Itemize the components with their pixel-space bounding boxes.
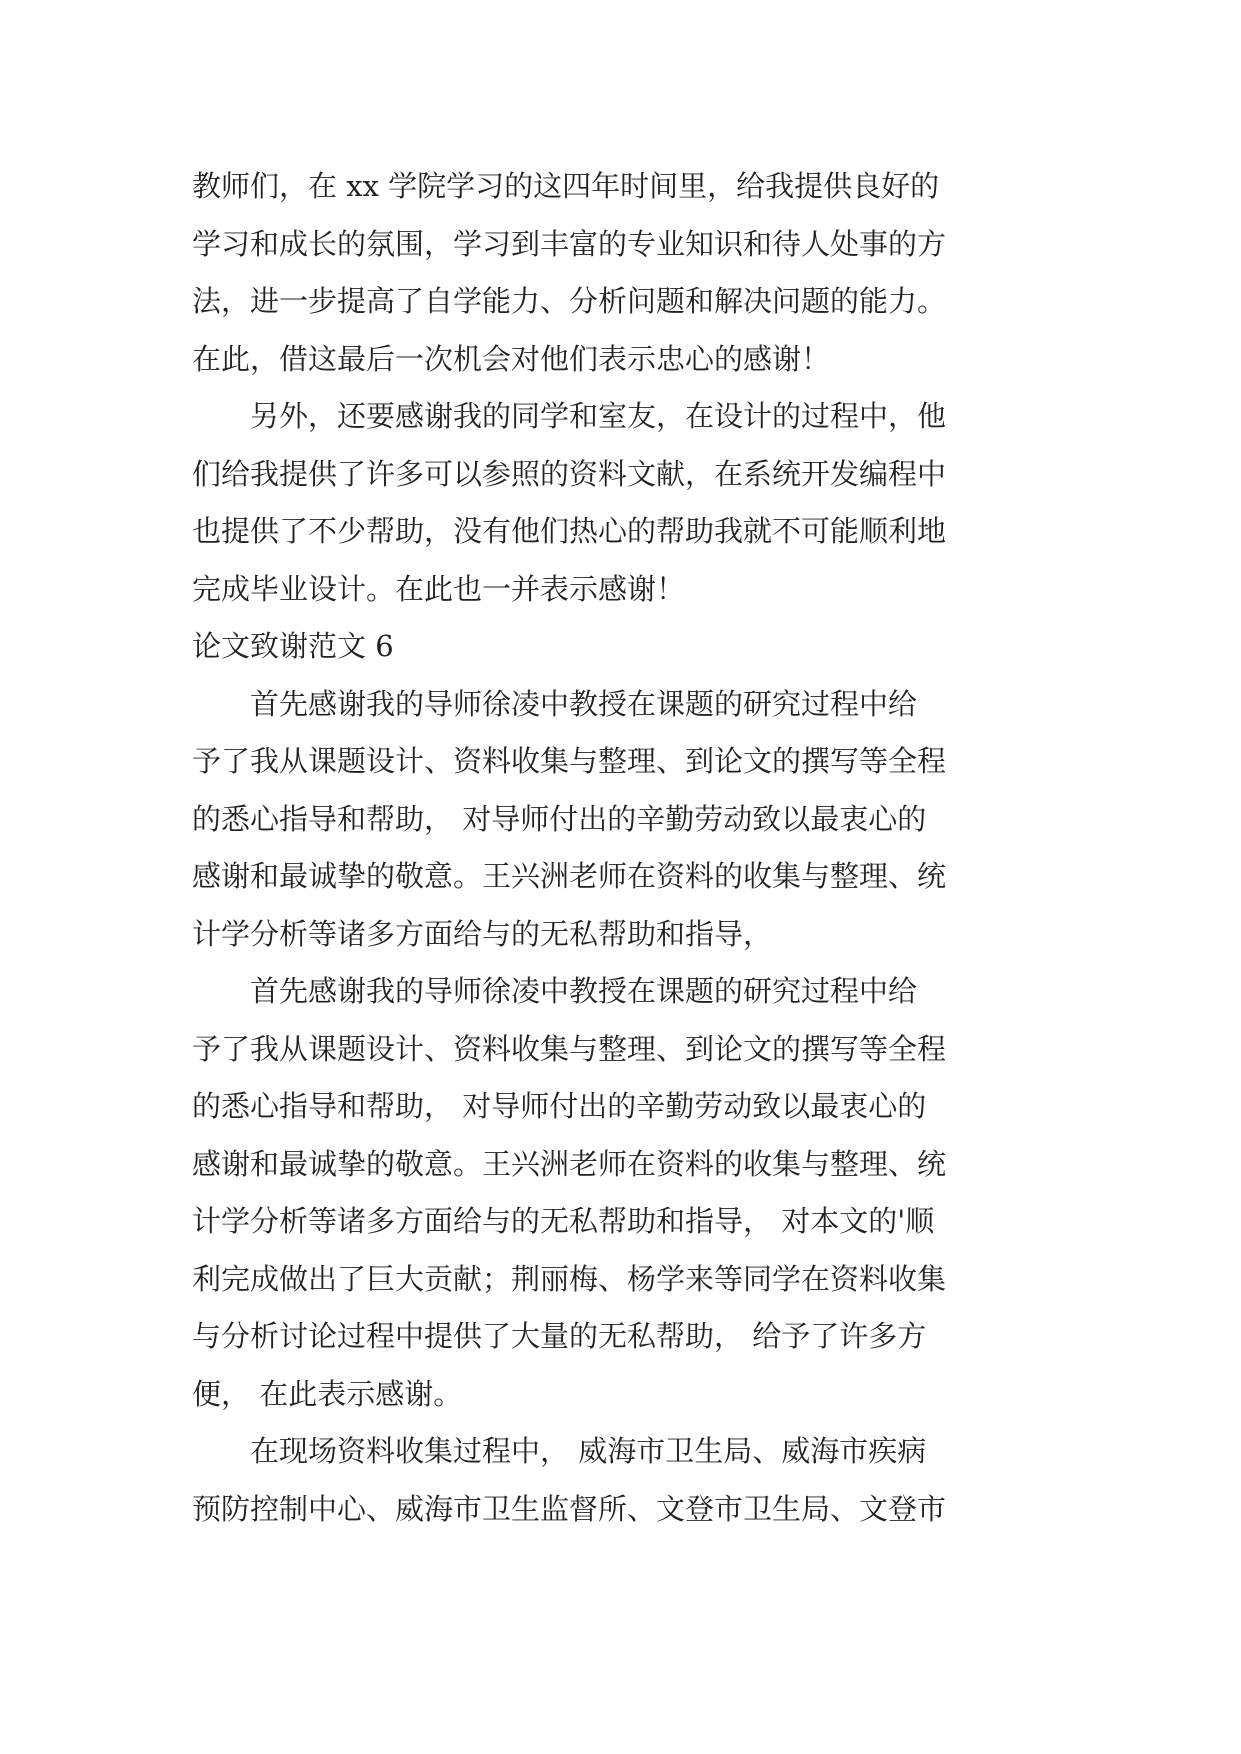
paragraph-line: 感谢和最诚挚的敬意。王兴洲老师在资料的收集与整理、统: [192, 859, 947, 893]
paragraph-line: 首先感谢我的导师徐凌中教授在课题的研究过程中给: [250, 686, 918, 721]
paragraph-line: 感谢和最诚挚的敬意。王兴洲老师在资料的收集与整理、统: [192, 1146, 947, 1181]
paragraph-line: 计学分析等诸多方面给与的无私帮助和指导， 对本文的'顺: [192, 1204, 935, 1238]
paragraph-line: 在现场资料收集过程中， 威海市卫生局、威海市疾病: [250, 1434, 927, 1468]
paragraph-line: 学习和成长的氛围，学习到丰富的专业知识和待人处事的方: [192, 226, 947, 261]
paragraph-line: 予了我从课题设计、资料收集与整理、到论文的撰写等全程: [192, 744, 947, 778]
paragraph-line: 予了我从课题设计、资料收集与整理、到论文的撰写等全程: [192, 1031, 947, 1066]
paragraph-line: 便， 在此表示感谢。: [192, 1376, 463, 1411]
paragraph-line: 预防控制中心、威海市卫生监督所、文登市卫生局、文登市: [192, 1491, 947, 1526]
paragraph-line: 计学分析等诸多方面给与的无私帮助和指导，: [192, 916, 773, 951]
paragraph-line: 利完成做出了巨大贡献；荆丽梅、杨学来等同学在资料收集: [192, 1261, 947, 1296]
paragraph-line: 也提供了不少帮助，没有他们热心的帮助我就不可能顺利地: [192, 514, 947, 548]
document-body: [192, 158, 1052, 1538]
paragraph-line: 首先感谢我的导师徐凌中教授在课题的研究过程中给: [250, 974, 918, 1008]
paragraph-line: 教师们，在 xx 学院学习的这四年时间里，给我提供良好的: [192, 169, 940, 203]
paragraph-line: 的悉心指导和帮助， 对导师付出的辛勤劳动致以最衷心的: [192, 801, 927, 836]
paragraph-line: 与分析讨论过程中提供了大量的无私帮助， 给予了许多方: [192, 1319, 927, 1353]
paragraph-line: 的悉心指导和帮助， 对导师付出的辛勤劳动致以最衷心的: [192, 1089, 927, 1123]
paragraph-line: 完成毕业设计。在此也一并表示感谢！: [192, 571, 686, 606]
paragraph-line: 在此，借这最后一次机会对他们表示忠心的感谢！: [192, 341, 831, 376]
paragraph-line: 们给我提供了许多可以参照的资料文献，在系统开发编程中: [192, 456, 947, 491]
section-heading: 论文致谢范文 6: [192, 629, 394, 663]
paragraph-line: 法，进一步提高了自学能力、分析问题和解决问题的能力。: [192, 284, 947, 318]
paragraph-line: 另外，还要感谢我的同学和室友，在设计的过程中，他: [250, 399, 947, 433]
